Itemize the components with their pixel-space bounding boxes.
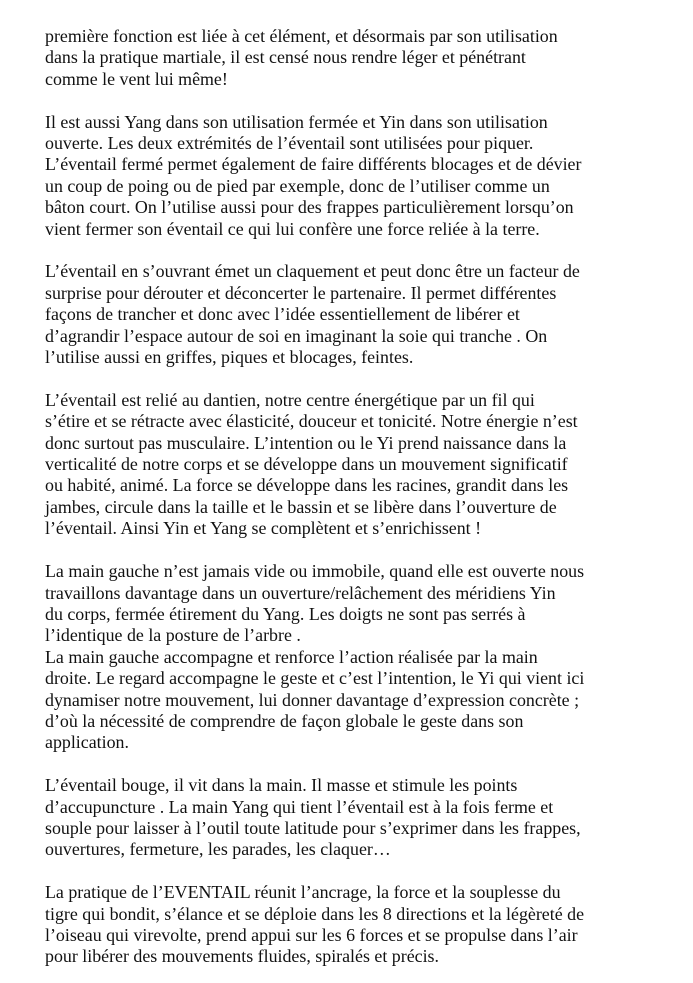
paragraph-6: L’éventail bouge, il vit dans la main. Il masse et stimule les points d’accupuncture . La main Yang qui tient l’éventail est à la fois ferme et souple pour laisser à l’outil toute latitude pour s’exprimer dans les frappes, ouvertures, fermeture, les parades, les claquer… bbox=[45, 775, 581, 860]
paragraph-3: L’éventail en s’ouvrant émet un claquement et peut donc être un facteur de surprise pour dérouter et déconcerter le partenaire. Il permet différentes façons de trancher et donc avec l’idée essentiellement de libérer et d’agrandir l’espace autour de soi en imaginant la soie qui tranche . On l’utilise aussi en griffes, piques et blocages, feintes. bbox=[45, 261, 580, 368]
paragraph-2: Il est aussi Yang dans son utilisation fermée et Yin dans son utilisation ouverte. Les deux extrémités de l’éventail sont utilisées pour piquer. L’éventail fermé permet également de faire différents blocages et de dévier un coup de poing ou de pied par exemple, donc de l’utiliser comme un bâton court. On l’utilise aussi pour des frappes particulièrement lorsqu’on vient fermer son éventail ce qui lui confère une force reliée à la terre. bbox=[45, 111, 582, 239]
paragraph-gap bbox=[45, 861, 688, 882]
paragraph-gap bbox=[45, 540, 688, 561]
paragraph-5: La main gauche n’est jamais vide ou immobile, quand elle est ouverte nous travaillons davantage dans un ouverture/relâchement des méridiens Yin du corps, fermée étirement du Yang. Les doigts ne sont pas serrés à l’identique de la posture de l’arbre . La main gauche accompagne et renforce l’action réalisée par la main droite. Le regard accompagne le geste et c’est l’intention, le Yi qui vient ici dynamiser notre mouvement, lui donner davantage d’expression concrète ; d’où la nécessité de comprendre de façon globale le geste dans son application. bbox=[45, 561, 585, 753]
paragraph-1: première fonction est liée à cet élément, et désormais par son utilisation dans la pratique martiale, il est censé nous rendre léger et pénétrant comme le vent lui même! bbox=[45, 26, 558, 89]
paragraph-gap bbox=[45, 754, 688, 775]
paragraph-4: L’éventail est relié au dantien, notre centre énergétique par un fil qui s’étire et se rétracte avec élasticité, douceur et tonicité. Notre énergie n’est donc surtout pas musculaire. L’intention ou le Yi prend naissance dans la verticalité de notre corps et se développe dans un mouvement significatif ou habité, animé. La force se développe dans les racines, grandit dans les jambes, circule dans la taille et le bassin et se libère dans l’ouverture de l’éventail. Ainsi Yin et Yang se complètent et s’enrichissent ! bbox=[45, 389, 578, 539]
paragraph-gap bbox=[45, 368, 688, 389]
paragraph-7: La pratique de l’EVENTAIL réunit l’ancrage, la force et la souplesse du tigre qui bondit, s’élance et se déploie dans les 8 directions et la légèreté de l’oiseau qui virevolte, prend appui sur les 6 forces et se propulse dans l’air pour libérer des mouvements fluides, spiralés et précis. bbox=[45, 882, 585, 967]
paragraph-gap bbox=[45, 90, 688, 111]
document-page bbox=[45, 0, 688, 968]
paragraph-gap bbox=[45, 240, 688, 261]
